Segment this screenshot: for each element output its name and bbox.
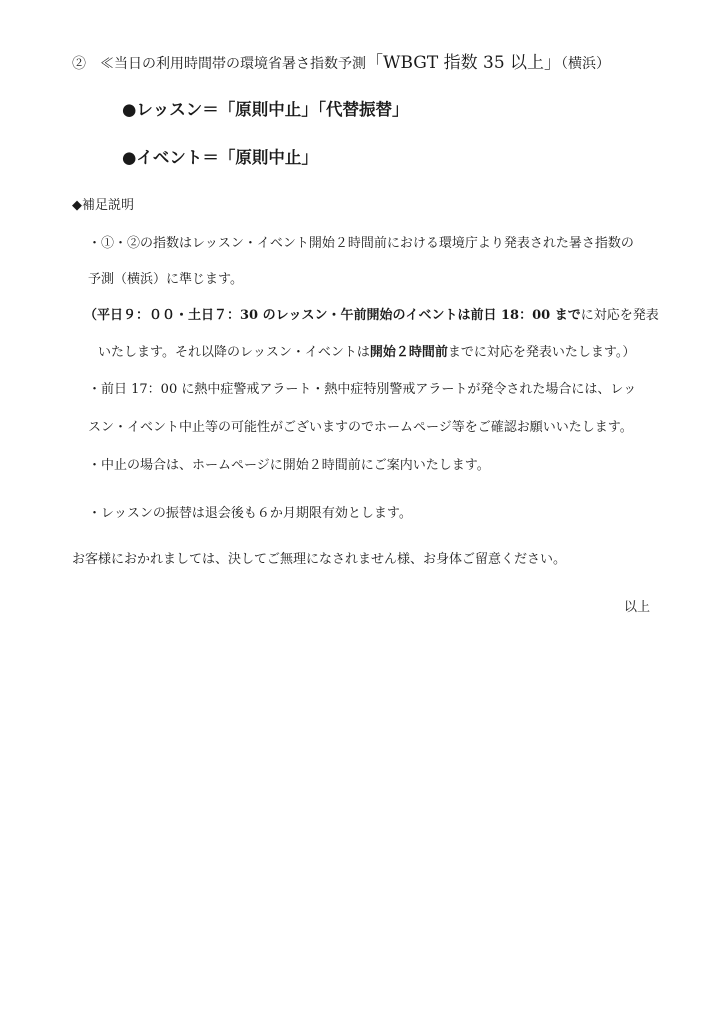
supplement-p4: ・中止の場合は、ホームページに開始２時間前にご案内いたします。 bbox=[88, 458, 490, 473]
wbgt-heading bbox=[72, 48, 610, 73]
supplement-p1-line1: ・①・②の指数はレッスン・イベント開始２時間前における環境庁より発表された暑さ指数の bbox=[88, 236, 634, 251]
supplement-p5: ・レッスンの振替は退会後も６か月期限有効とします。 bbox=[88, 506, 412, 521]
supplement-p2-bold-2: 開始２時間前 bbox=[369, 345, 448, 360]
end-mark: 以上 bbox=[624, 600, 651, 615]
lesson-rule: ●レッスン＝「原則中止」「代替振替」 bbox=[122, 100, 409, 119]
supplement-p2-a: いたします。それ以降のレッスン・イベントは bbox=[98, 345, 370, 360]
heading-prefix: ② ≪当日の利用時間帯の環境省暑さ指数予測 bbox=[72, 56, 366, 72]
event-rule: ●イベント＝「原則中止」 bbox=[122, 148, 318, 167]
supplement-p1-line2: 予測（横浜）に準じます。 bbox=[88, 272, 243, 287]
heading-main: 「WBGT 指数 35 以上」 bbox=[366, 53, 562, 73]
supplement-p3-line2: スン・イベント中止等の可能性がございますのでホームページ等をご確認お願いいたします。 bbox=[88, 420, 633, 435]
supplement-p2-bold: （平日９：００・土日７：30 のレッスン・午前開始のイベントは前日 18：00 まで bbox=[84, 308, 581, 323]
supplement-p3-line1: ・前日 17：00 に熱中症警戒アラート・熱中症特別警戒アラートが発令された場合には、レッ bbox=[88, 382, 637, 397]
heading-suffix: （横浜） bbox=[561, 56, 611, 72]
closing-text: お客様におかれましては、決してご無理になされません様、お身体ご留意ください。 bbox=[72, 552, 567, 567]
supplement-p2-line2 bbox=[98, 341, 635, 360]
supplement-title: ◆補足説明 bbox=[72, 198, 134, 213]
supplement-p2-line1 bbox=[84, 304, 659, 323]
supplement-p2-rest: に対応を発表 bbox=[580, 308, 659, 323]
supplement-p2-b: までに対応を発表いたします。） bbox=[447, 345, 636, 360]
